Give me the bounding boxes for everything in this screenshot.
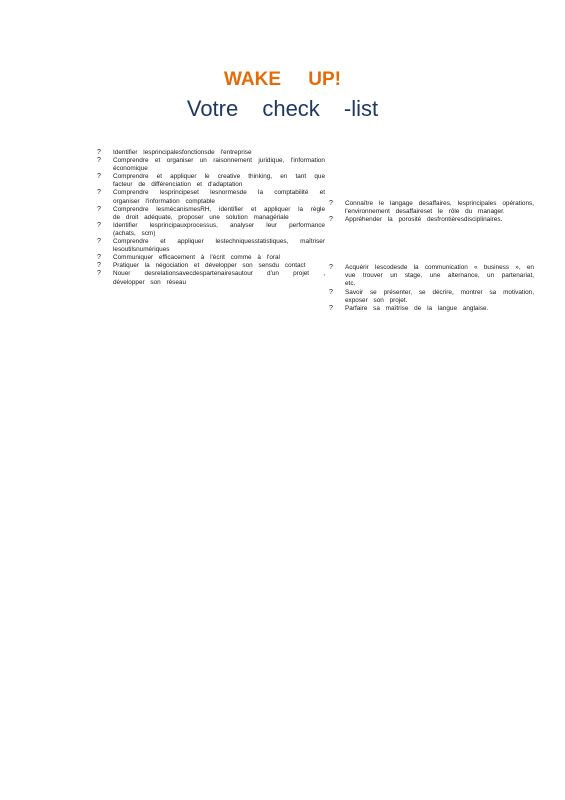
checklist-item: [97, 270, 325, 286]
checklist-item: [97, 173, 325, 189]
checklist-item-text: Appréhender la porosité desfrontièresdisciplinaires.: [345, 216, 503, 224]
checklist-item: [329, 264, 534, 288]
bullet-icon: ?: [97, 205, 101, 213]
checklist-item-text: Identifier lesprincipauxprocessus, analyser leur performance (achats, scm): [113, 221, 325, 237]
bullet-icon: ?: [329, 264, 333, 272]
checklist-item-text: Comprendre et appliquer le creative thinking, en tant que facteur de différenciation et d'adaptation: [113, 173, 325, 189]
checklist-item: [329, 200, 534, 216]
bullet-icon: ?: [97, 270, 101, 278]
bullet-icon: ?: [329, 288, 333, 296]
checklist-item: [97, 254, 325, 262]
checklist-item-text: Comprendre lesprincipeset lesnormesde la comptabilité et organiser l'information comptable: [113, 189, 325, 205]
bullet-icon: ?: [329, 304, 333, 312]
checklist-item-text: Identifier lesprincipalesfonctionsde l'entreprise: [113, 149, 252, 156]
right-group-2: [329, 264, 534, 313]
checklist-item-text: Parfaire sa maîtrise de la langue anglaise.: [345, 304, 489, 312]
checklist-item-text: Comprendre et appliquer lestechniquesstatistiques, maîtriser lesoutilsnumériques: [113, 238, 325, 254]
bullet-icon: ?: [97, 173, 101, 181]
right-group-1: [329, 200, 534, 224]
bullet-icon: ?: [97, 149, 101, 156]
bullet-icon: ?: [97, 262, 101, 270]
checklist-item: [329, 216, 534, 224]
checklist-item: [97, 222, 325, 238]
checklist-item: [97, 189, 325, 205]
bullet-icon: ?: [97, 221, 101, 229]
bullet-icon: ?: [97, 254, 101, 262]
checklist-item-text: Connaître le langage desaffaires, lesprincipales opérations, l'environnement desaffaireset le rôle du manager.: [345, 200, 534, 216]
bullet-icon: ?: [329, 200, 333, 207]
bullet-icon: ?: [97, 238, 101, 246]
checklist-item-text: Communiquer efficacement à l'écrit comme à l'oral: [113, 254, 280, 262]
title: WAKE UP!: [224, 69, 341, 90]
subtitle: Votre check -list: [186, 96, 379, 121]
checklist-item-text: Pratiquer la négociation et développer son sensdu contact: [113, 262, 306, 270]
checklist-item-text: Comprendre et organiser un raisonnement juridique, l'information économique: [113, 157, 325, 173]
checklist-item-text: Acquérir lescodesde la communication « business », en vue trouver un stage, une alternance, un partenariat, etc.: [345, 264, 534, 288]
checklist-item: [97, 157, 325, 173]
left-checklist: [97, 149, 325, 287]
checklist-item: [97, 238, 325, 254]
checklist-item-text: Comprendre lesmécanismesRH, identifier et appliquer la règle de droit adéquate, proposer une solution managériale: [113, 205, 325, 221]
checklist-item: [97, 206, 325, 222]
right-checklist: [329, 200, 534, 313]
bullet-icon: ?: [97, 189, 101, 197]
bullet-icon: ?: [97, 157, 101, 165]
group-spacer: [329, 224, 534, 264]
checklist-item-text: Nouer desrelationsavecdespartenairesautour d'un projet , développer son réseau: [113, 270, 325, 286]
checklist-item-text: Savoir se présenter, se décrire, montrer sa motivation, exposer son projet.: [345, 288, 534, 304]
checklist-item: [97, 262, 325, 270]
checklist-item: [97, 149, 325, 157]
checklist-item: [329, 289, 534, 305]
bullet-icon: ?: [329, 216, 333, 224]
checklist-item: [329, 305, 534, 313]
